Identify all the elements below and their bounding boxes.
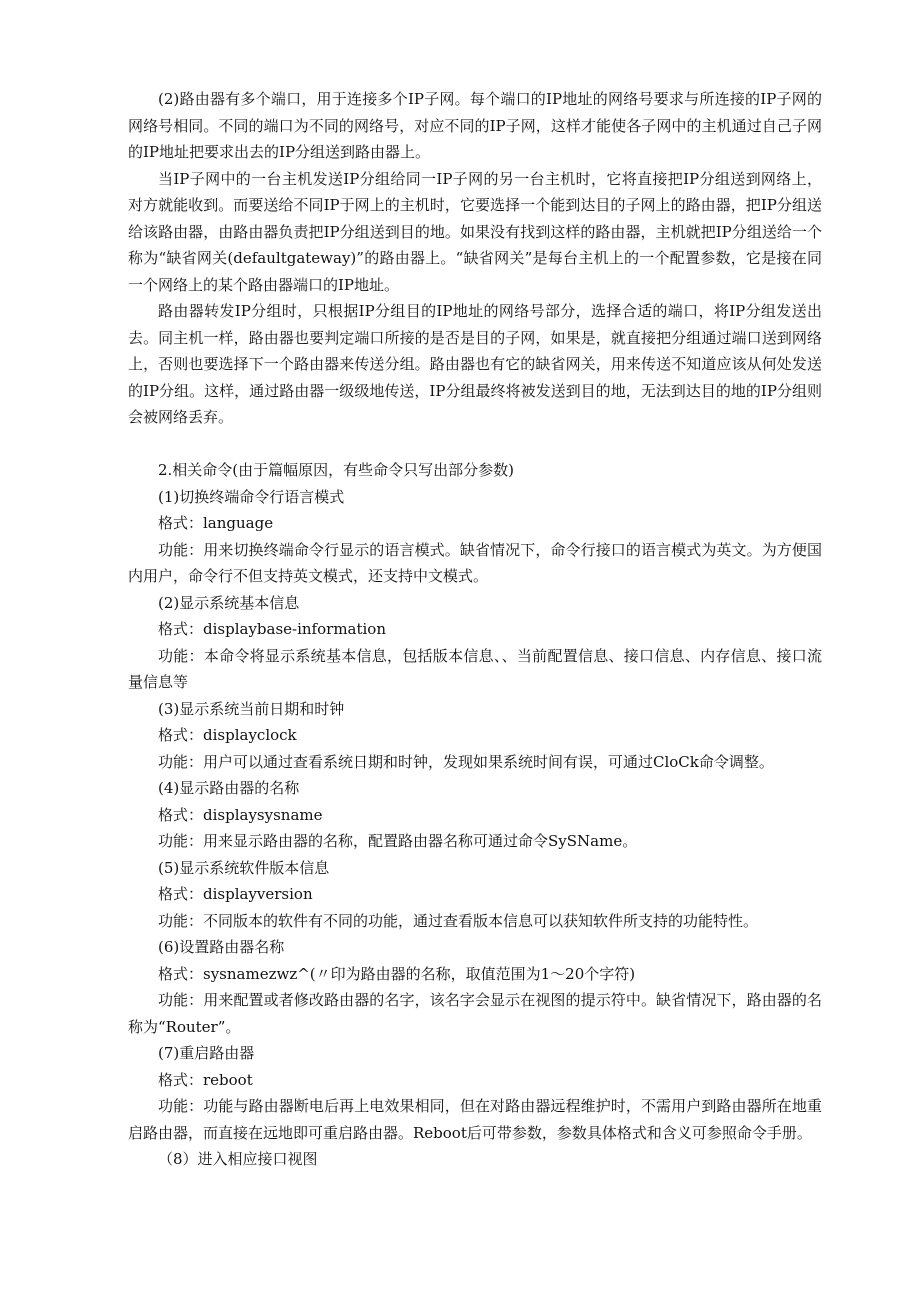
command-format: 格式：language [158,514,274,532]
paragraph-host-sending: 当IP子网中的一台主机发送IP分组给同一IP子网的另一台主机时，它将直接把IP分组送到网络上，对方就能收到。而要送给不同IP于网上的主机时，它要选择一个能到达目的子网上的路由器，把IP分组送给该路由器，由路由器负责把IP分组送到目的地。如果没有找到这样的路由器，主机就把IP分组送给一个称为“缺省网关(defaultgateway)”的路由器上。“缺省网关”是每台主机上的一个配置参数，它是接在同一个网络上的某个路由器端口的IP地址。 [128,169,822,294]
command-title: （8）进入相应接口视图 [158,1150,318,1168]
command-format: 格式：displaysysname [158,805,323,824]
command-function: 功能：用来切换终端命令行显示的语言模式。缺省情况下，命令行接口的语言模式为英文。为方便国内用户，命令行不但支持英文模式，还支持中文模式。 [128,540,822,585]
command-function: 功能：本命令将显示系统基本信息，包括版本信息、、当前配置信息、接口信息、内存信息、接口流量信息等 [128,646,822,691]
command-format: 格式：displaybase-information [158,620,386,638]
command-function: 功能：用来显示路由器的名称，配置路由器名称可通过命令SySName。 [158,832,638,850]
paragraph-router-forwarding: 路由器转发IP分组时，只根据IP分组目的IP地址的网络号部分，选择合适的端口，将IP分组发送出去。同主机一样，路由器也要判定端口所接的是否是目的子网，如果是，就直接把分组通过端口送到网络上，否则也要选择下一个路由器来传送分组。路由器也有它的缺省网关，用来传送不知道应该从何处发送的IP分组。这样，通过路由器一级级地传送，IP分组最终将被发送到目的地，无法到达目的地的IP分组则会被网络丢弃。 [128,302,822,426]
command-function: 功能：不同版本的软件有不同的功能，通过查看版本信息可以获知软件所支持的功能特性。 [158,911,759,930]
document-body [128,86,822,1173]
command-format: 格式：displayversion [158,885,313,903]
command-title: (4)显示路由器的名称 [158,779,300,797]
command-title: (1)切换终端命令行语言模式 [158,487,345,506]
section-heading: 2.相关命令(由于篇幅原因，有些命令只写出部分参数) [158,461,515,479]
command-title: (5)显示系统软件版本信息 [158,858,330,877]
section-gap [128,431,822,458]
command-format: 格式：displayclock [158,726,297,744]
paragraph-router-ports: (2)路由器有多个端口，用于连接多个IP子网。每个端口的IP地址的网络号要求与所连接的IP子网的网络号相同。不同的端口为不同的网络号，对应不同的IP子网，这样才能使各子网中的主机通过自己子网的IP地址把要求出去的IP分组送到路由器上。 [128,90,822,161]
command-function: 功能：功能与路由器断电后再上电效果相同，但在对路由器远程维护时，不需用户到路由器所在地重启路由器，而直接在远地即可重启路由器。Reboot后可带参数，参数具体格式和含义可参照命令手册。 [128,1097,822,1142]
command-function: 功能：用户可以通过查看系统日期和时钟，发现如果系统时间有误，可通过CloCk命令调整。 [158,752,774,771]
command-format: 格式：sysnamezwz^(〃印为路由器的名称，取值范围为1～20个字符) [158,964,636,983]
command-title: (3)显示系统当前日期和时钟 [158,699,345,718]
command-title: (2)显示系统基本信息 [158,593,300,612]
command-title: (7)重启路由器 [158,1044,255,1062]
command-title: (6)设置路由器名称 [158,938,285,956]
command-format: 格式：reboot [158,1070,253,1089]
command-function: 功能：用来配置或者修改路由器的名字，该名字会显示在视图的提示符中。缺省情况下，路由器的名称为“Router”。 [128,991,822,1036]
